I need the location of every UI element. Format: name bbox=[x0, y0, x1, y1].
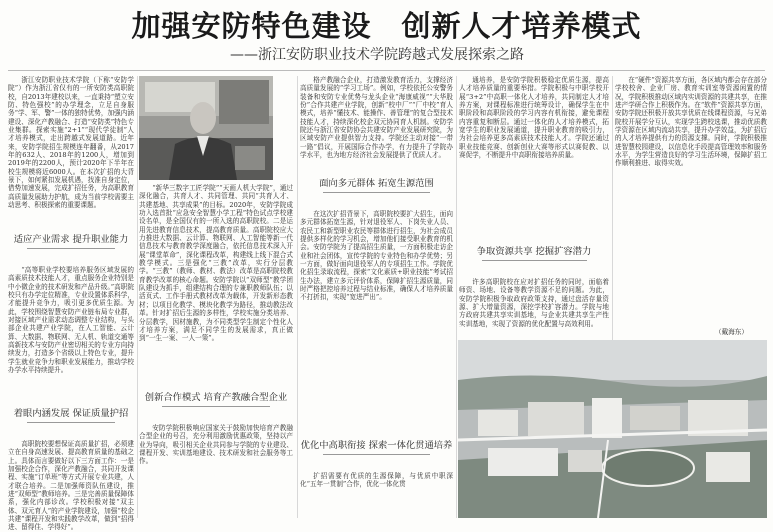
article-column-3c bbox=[300, 472, 453, 518]
paragraph: 浙江安防职业技术学院（下称“安防学院”）作为浙江省仅有的一所安防类高职院校，自2013年建校以来，一直秉持“塑立安防、特色强校”的办学理念，立足自身服务“学、军、警”一体的独特优势，加强内涵建设、深化产教融合、打造“安防类”特色专业集群。探索实施“2+1”“现代学徒制”人才培养模式，走出跨越式发展道路。近年来，安防学院招生规模连年翻番，从2017年的632人、2018年的1200人，增加到2019年的2200人，预计2020年下半年在校生规模将近6000人。在本次扩招的大背景下，如何紧扣发展机遇，找准自身定位，借势加速发展，完成扩招任务，为高职教育高质量发展助力护航，成为当前学校需要主动思考、积极探索的重要课题。 bbox=[8, 76, 134, 210]
campus-aerial-photo bbox=[458, 340, 767, 518]
section-heading-text: 面向多元群体 拓宽生源范围 bbox=[319, 178, 434, 189]
paragraph: 扩招需要有优质的生源保障，与优质中职深化“五年一贯制”合作，优化一体化贯 bbox=[300, 472, 453, 489]
sub-headline: ——浙江安防职业技术学院跨越式发展探索之路 bbox=[230, 47, 524, 63]
paragraph: “新华三数字工匠学院”“天画人机大学院”，通过深化融合，共育人才、共同管理、共同“共育人才、共建基地、共享成果”的目标。2020年，安防学院成功入选首批“应急安全智慧小学工程”特色试点学校建设名单，是全国仅有的一所入选的高职院校。二是运用先进教育信息技术，提高教育质量。高职院校应大力推进大数据、云计算、物联网、人工智能等新一代信息技术与教育教学深度融合，依托信息技术深入开展“课堂革命”，深化课程改革，构建线上线下混合式教学模式。三是强化“三教”改革，实行分层教学。“三教”（教师、教材、教法）改革是高职院校教育教学改革的核心命题。安防学院以“双师型”教学团队建设为抓手，组建结构合理的专兼职教师队伍；以活页式、工作手册式教材改革为载体，开发新形态教材；以项目化教学、模块化教学为路径，推动教法改革。针对扩招后生源的多样性，学校实施分类培养、分层教学，因材施教，为不同类型学生制定个性化人才培养方案，满足不同学生的发展需求，真正做到“一生一案、一人一策”。 bbox=[139, 184, 293, 343]
heading-rule bbox=[27, 422, 115, 423]
paragraph: 高职院校要想保证高质量扩招，必须建立在自身高速发展、提高教育质量的基础之上。具体而言要做好以下三方面工作：一是加强校企合作，深化产教融合，共同开发课程、实施“订单班”等方式开展专业共建，人才联合培养。二是加强师资队伍建设，推进“双师型”教师培养。三是完善质量保障体系，强化内部诊改。学校积极对接“双主体、双元育人”的产业学院建设，加强“校企共建”课程开发和实践教学改革，做到“招得进、留得住、学得好”。 bbox=[8, 440, 134, 532]
column-divider bbox=[137, 76, 138, 518]
section-heading-text: 争取资源共享 挖掘扩容潜力 bbox=[476, 246, 592, 257]
paragraph: 安防学院积极响应国家关于鼓励加快培育产教融合型企业的号召，充分利用激励优惠政策，坚持以产业为导向，吸引相关企业共同参与学院的专业建设、课程开发、实训基地建设、技术研发和社会服务等工作。 bbox=[139, 424, 293, 466]
section-heading-1 bbox=[8, 234, 134, 249]
byline: （戴海东） bbox=[715, 328, 748, 336]
article-column-4b bbox=[459, 278, 609, 336]
paragraph: 在“硬件”资源共享方面，各区域内都会存在部分学校校舍、企业厂房、教育实训室等资源闲置的情况，学院积极推动区域内实训资源的共建共享，在推进产学研合作上积极作为。在“软件”资源共享方面，安防学院还积极开放共享优质在线课程资源，与兄弟院校开展学分互认，实现学生跨校选课，推动优质教学资源在区域内流动共享，提升办学效益，为扩招后的人才培养提供有力的资源支撑。同时，学院积极推进智慧校园建设，以信息化手段提高管理效率和服务水平，为学生营造良好的学习生活环境，保障扩招工作顺利推进、取得实效。 bbox=[615, 76, 767, 168]
section-heading-3 bbox=[300, 178, 453, 193]
article-column-2b bbox=[139, 424, 293, 518]
paragraph: 许多高职院校在应对扩招任务的同时，面临着师资、场地、设备等教学资源不足的问题。为此，安防学院积极争取政府政策支持，通过盘活存量资源、扩大增量资源，深挖学校扩容潜力。学院与地方政府共建共享实训基地，与企业共建共享生产性实训基地，实现了资源的优化配置与高效利用。 bbox=[459, 278, 609, 328]
article-column-1 bbox=[8, 76, 134, 230]
column-divider bbox=[456, 76, 457, 518]
article-column-3 bbox=[300, 76, 453, 172]
section-heading-2 bbox=[8, 408, 134, 423]
heading-rule bbox=[323, 192, 430, 193]
portrait-photo bbox=[139, 76, 273, 180]
section-heading-6 bbox=[300, 440, 453, 455]
heading-rule bbox=[162, 406, 270, 407]
section-heading-text: 着眼内涵发展 保证质量护招 bbox=[13, 408, 129, 419]
heading-rule bbox=[27, 248, 115, 249]
column-divider bbox=[297, 76, 298, 518]
headline: 加强安防特色建设 创新人才培养模式 bbox=[131, 9, 642, 43]
portrait-image bbox=[139, 76, 273, 180]
section-heading-text: 创新合作模式 培育产教融合型企业 bbox=[144, 392, 288, 403]
article-column-1b bbox=[8, 266, 134, 406]
paragraph: 格产教融合企业，打造激发教育活力，支撑经济高质量发展的“学习工场”。例如，学校依托公安警务装备和安防专业优势与龙头企业“海康威视”“大华股份”合作共建产业学院，创新“校中厂”“厂中校”育人模式，培养“懂技术、能操作、善管理”的复合型技术技能人才，持续深化校企双元协同育人机制。安防学院还与浙江省安防协会共建安防产业发展研究院，为区域安防产业提供智力支持。学院还主动对接“一带一路”倡议，开展国际合作办学，有力提升了学院办学水平，也为地方经济社会发展提供了优质人才。 bbox=[300, 76, 453, 160]
section-heading-text: 适应产业需求 提升职业能力 bbox=[13, 234, 129, 245]
paragraph: “高等职业学校要培养服务区域发展的高素质技术技能人才，重点服务企业特别是中小微企业的技术研发和产品升级。”高职院校只有办学定位精准，专业设置体系科学，才能提升竞争力，吸引更多优质生源。为此，学校围绕智慧安防产业链布局专业群，对接区域产业需求动态调整专业结构，与头部企业共建产业学院，在人工智能、云计算、大数据、物联网、无人机、轨道交通等高新技术与安防产业密切相关的专业方向持续发力，打造多个省级以上特色专业，提升学生就业竞争力和职业发展能力，推动学校办学水平持续提升。 bbox=[8, 266, 134, 375]
headline-divider bbox=[8, 70, 765, 71]
article-column-1c bbox=[8, 440, 134, 532]
paragraph: 通培养，是安防学院积极稳定优质生源，提高人才培养质量的重要举措。学院积极与中职学校开展“3+2”中高职一体化人才培养，共同制定人才培养方案，对课程标准进行统筹设计，确保学生在中职阶段和高职阶段的学习内容有机衔接，避免课程内容重复和断层。通过一体化的人才培养模式，拓宽学生的职业发展通道，提升职业教育的吸引力，为社会培养更多高素质技术技能人才。学院还通过职业技能竞赛、创新创业大赛等形式以赛促教、以赛促学，不断提升中高职衔接培养质量。 bbox=[459, 76, 609, 160]
section-heading-4 bbox=[139, 392, 293, 407]
article-column-5 bbox=[615, 76, 767, 326]
section-heading-text: 优化中高职衔接 探索一体化贯通培养 bbox=[300, 440, 453, 451]
section-heading-5 bbox=[459, 246, 609, 261]
article-column-3b bbox=[300, 210, 453, 436]
campus-image bbox=[458, 340, 767, 518]
heading-rule bbox=[482, 260, 587, 261]
article-column-4 bbox=[459, 76, 609, 242]
paragraph: 在这次扩招背景下，高职院校要扩大招生，面向多元群体拓宽生源，针对退役军人、下岗失业人员、农民工和新型职业农民等群体进行招生，为社会成员提供多样化的学习机会，增加他们接受职业教育的机会。安防学院为了提高招生质量，一方面积极走访企业和社会团体，宣传学院的专业特色和办学优势；另一方面，做好面向退役军人的专项招生工作。学院优化招生录取流程，探索“文化素质+职业技能”考试招生办法，建立多元评价体系，保障扩招生源质量，同时严格把控培养过程与结业标准，确保人才培养质量不打折扣，实现“宽进严出”。 bbox=[300, 210, 453, 302]
heading-rule bbox=[323, 454, 430, 455]
